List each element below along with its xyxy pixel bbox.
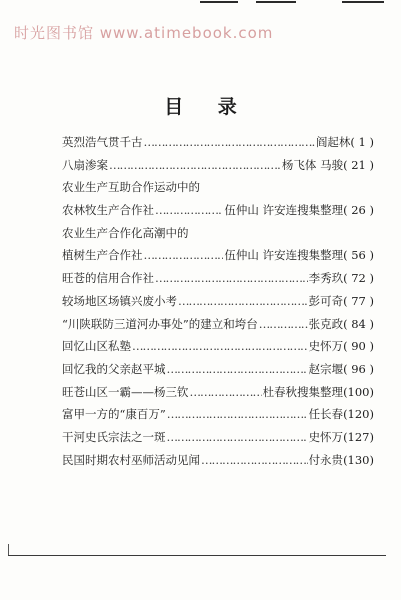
entry-title: 回忆山区私塾 [62,339,131,354]
toc-entry[interactable] [62,406,374,429]
dot-leader [190,385,262,399]
entry-page: ( 77 ) [343,293,374,308]
toc-entry-heading [62,225,374,248]
entry-author: 李秀玖 [308,271,344,286]
page-title: 目 录 [164,96,251,118]
dot-leader [144,135,315,149]
entry-title: 旺苍的信用合作社 [62,271,154,286]
entry-author: 史怀万 [308,339,344,354]
toc-entry-heading [62,179,374,202]
toc-entry[interactable] [62,134,374,157]
toc-entry[interactable] [62,293,374,316]
entry-title: 干河史氏宗法之一斑 [62,429,166,444]
entry-page: ( 21 ) [343,157,374,172]
entry-author: 赵宗堰 [308,361,344,376]
entry-title: “川陕联防三道河办事处”的建立和垮台 [62,316,258,331]
entry-title: 农林牧生产合作社 [62,203,154,218]
entry-title: 回忆我的父亲赵平城 [62,361,166,376]
dot-leader [259,317,308,331]
entry-author: 伍仲山 许安连搜集整理 [224,248,344,263]
top-rule-mid [256,1,296,3]
toc-entry[interactable] [62,452,374,475]
toc-entry[interactable] [62,384,374,407]
entry-title: 民国时期农村巫师活动见闻 [62,452,200,467]
entry-page: ( 56 ) [343,248,374,263]
entry-title: 八扇渗案 [62,157,108,172]
entry-title: 富甲一方的“康百万” [62,407,166,422]
entry-author: 伍仲山 许安连搜集整理 [224,203,344,218]
entry-author: 付永贵 [308,452,344,467]
entry-author: 彭可奇 [308,293,344,308]
entry-page: ( 26 ) [343,203,374,218]
bottom-rule [8,555,386,556]
toc-entry[interactable] [62,270,374,293]
dot-leader [109,158,281,172]
entry-author: 任长春 [308,407,344,422]
entry-page: (130) [343,452,374,467]
entry-page: ( 96 ) [343,361,374,376]
entry-title: 植树生产合作社 [62,248,143,263]
toc-entry[interactable] [62,361,374,384]
dot-leader [132,339,308,353]
toc-entry[interactable] [62,316,374,339]
entry-title: 旺苍山区一霸——杨三钦 [62,384,189,399]
toc-entry[interactable] [62,157,374,180]
top-rule-left [200,1,238,3]
dot-leader [201,453,308,467]
entry-page: ( 72 ) [343,271,374,286]
entry-author: 阎起林 [315,135,351,149]
toc-entry[interactable] [62,202,374,225]
entry-title: 英烈浩气贯千古 [62,135,143,149]
dot-leader [178,294,308,308]
top-rule-right [342,1,384,3]
table-of-contents [62,134,374,474]
watermark: 时光图书馆 www.atimebook.com [14,24,274,42]
entry-page: ( 90 ) [343,339,374,354]
dot-leader [167,430,308,444]
dot-leader [167,362,308,376]
entry-title: 较场地区场镇兴废小考 [62,293,177,308]
dot-leader [155,271,308,285]
entry-page: ( 1 ) [350,135,374,149]
entry-page: (127) [343,429,374,444]
entry-author: 史怀万 [308,429,344,444]
toc-entry[interactable] [62,338,374,361]
entry-page: ( 84 ) [343,316,374,331]
entry-author: 杨飞体 马骏 [281,157,344,172]
entry-title: 农业生产合作化高潮中的 [62,225,189,240]
dot-leader [155,203,223,217]
dot-leader [144,248,224,262]
dot-leader [167,407,308,421]
entry-title: 农业生产互助合作运动中的 [62,180,200,195]
entry-page: (100) [343,384,374,399]
entry-author: 杜春秋搜集整理 [262,384,344,399]
toc-entry[interactable] [62,247,374,270]
toc-entry[interactable] [62,429,374,452]
entry-author: 张克政 [308,316,344,331]
entry-page: (120) [343,407,374,422]
